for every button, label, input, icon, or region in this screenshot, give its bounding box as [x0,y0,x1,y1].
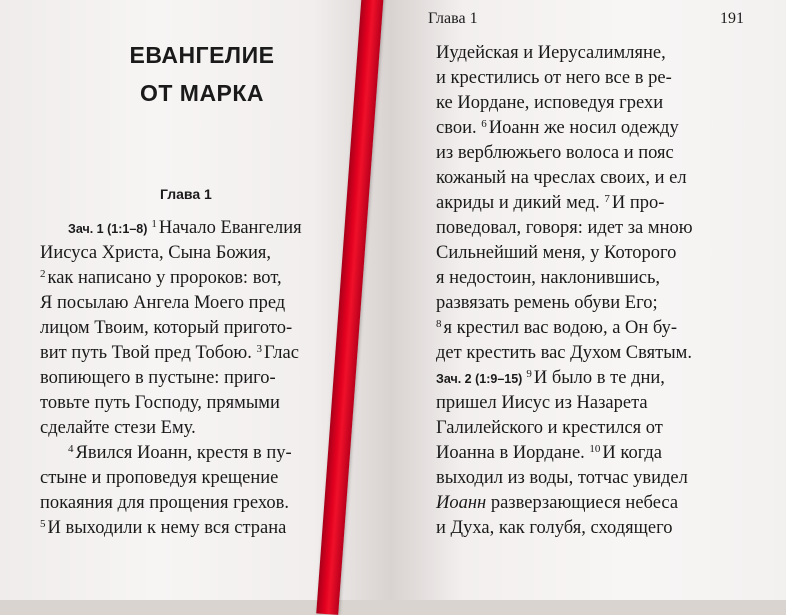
text-line [436,192,664,214]
text-line [40,342,299,364]
text-line [436,367,665,390]
line-text: Иоанна в Иордане. [436,443,585,463]
italic-word: Иоанн [436,493,487,513]
line-text: дет крестить вас Духом Святым. [436,343,692,363]
text-line [436,317,677,339]
verse-number: 5 [40,518,46,530]
text-line [436,492,678,514]
book-title-line-1: ЕВАНГЕЛИЕ [129,42,275,68]
line-text: сделайте стези Ему. [40,418,196,438]
line-text: вопиющего в пустыне: приго- [40,368,276,388]
line-text: акриды и дикий мед. [436,193,600,213]
verse-number: 1 [151,218,157,230]
running-head: Глава 1 [428,10,478,27]
line-text: Иисуса Христа, Сына Божия, [40,243,271,263]
chapter-heading: Глава 1 [160,186,212,202]
line-text: И выходили к нему вся страна [47,518,287,538]
text-line [436,267,660,289]
line-text: я крестил вас водою, а Он бу- [443,318,678,338]
text-line [436,217,693,239]
line-text: покаяния для прощения грехов. [40,493,290,513]
line-text: Иудейская и Иерусалимляне, [436,43,666,63]
text-line [436,92,663,114]
verse-number: 8 [436,318,442,330]
text-line [436,292,658,314]
verse-number: 3 [256,343,262,355]
text-line [436,517,672,539]
line-text: из верблюжьего волоса и пояс [436,143,674,163]
line-text: как написано у пророков: вот, [47,268,282,288]
line-text: И было в те дни, [533,368,665,388]
reading-label: Зач. 1 (1:1–8) [68,222,148,236]
text-line [436,42,666,64]
line-text: Я посылаю Ангела Моего пред [40,293,286,313]
line-text: Глас [263,343,299,363]
text-line [436,467,688,489]
text-line [436,442,662,464]
text-line [40,292,285,314]
line-text: Галилейского и крестился от [436,418,663,438]
line-text: Сильнейший меня, у Которого [436,243,677,263]
text-line [40,492,289,514]
book-title-line-2: ОТ МАРКА [139,80,265,106]
line-text: Явился Иоанн, крестя в пу- [75,443,292,463]
line-text: Начало Евангелия [158,218,302,238]
line-text: я недостоин, наклонившись, [436,268,661,288]
line-text: стыне и проповедуя крещение [40,468,279,488]
line-text: и Духа, как голубя, сходящего [436,518,673,538]
verse-number: 7 [604,193,610,205]
text-line [40,267,282,289]
text-line [436,242,676,264]
text-line [436,67,672,89]
verse-number: 2 [40,268,46,280]
line-text: и крестились от него все в ре- [436,68,672,88]
line-text: разверзающиеся небеса [490,493,679,513]
verse-number: 9 [526,368,532,380]
line-text: Иоанн же носил одежду [488,118,679,138]
line-text: развязать ремень обуви Его; [436,293,658,313]
text-line [40,467,278,489]
verse-number: 4 [68,443,74,455]
line-text: выходил из воды, тотчас увидел [436,468,688,488]
line-text: ке Иордане, исповедуя грехи [436,93,664,113]
line-text: И когда [602,443,662,463]
text-line [436,417,663,439]
line-text: товьте путь Господу, прямыми [40,393,280,413]
verse-number: 10 [589,443,601,455]
text-line [436,167,687,189]
right-page [392,0,786,600]
text-line [40,517,286,539]
text-line [436,117,679,139]
verse-number: 6 [481,118,487,130]
text-line [40,417,196,439]
text-line [68,442,292,464]
line-text: поведовал, говоря: идет за мною [436,218,693,238]
line-text: И про- [611,193,665,213]
text-line [40,242,354,264]
reading-label: Зач. 2 (1:9–15) [436,372,523,386]
line-text: кожаный на чреслах своих, и ел [436,168,687,188]
text-line [40,392,280,414]
text-line [68,217,354,240]
text-line [40,367,276,389]
line-text: пришел Иисус из Назарета [436,393,648,413]
text-line [436,392,648,414]
page-number: 191 [720,10,744,27]
text-line [436,142,674,164]
text-line [40,317,292,339]
text-line [436,342,692,364]
line-text: вит путь Твой пред Тобою. [40,343,252,363]
line-text: лицом Твоим, который пригото- [40,318,293,338]
line-text: свои. [436,118,477,138]
